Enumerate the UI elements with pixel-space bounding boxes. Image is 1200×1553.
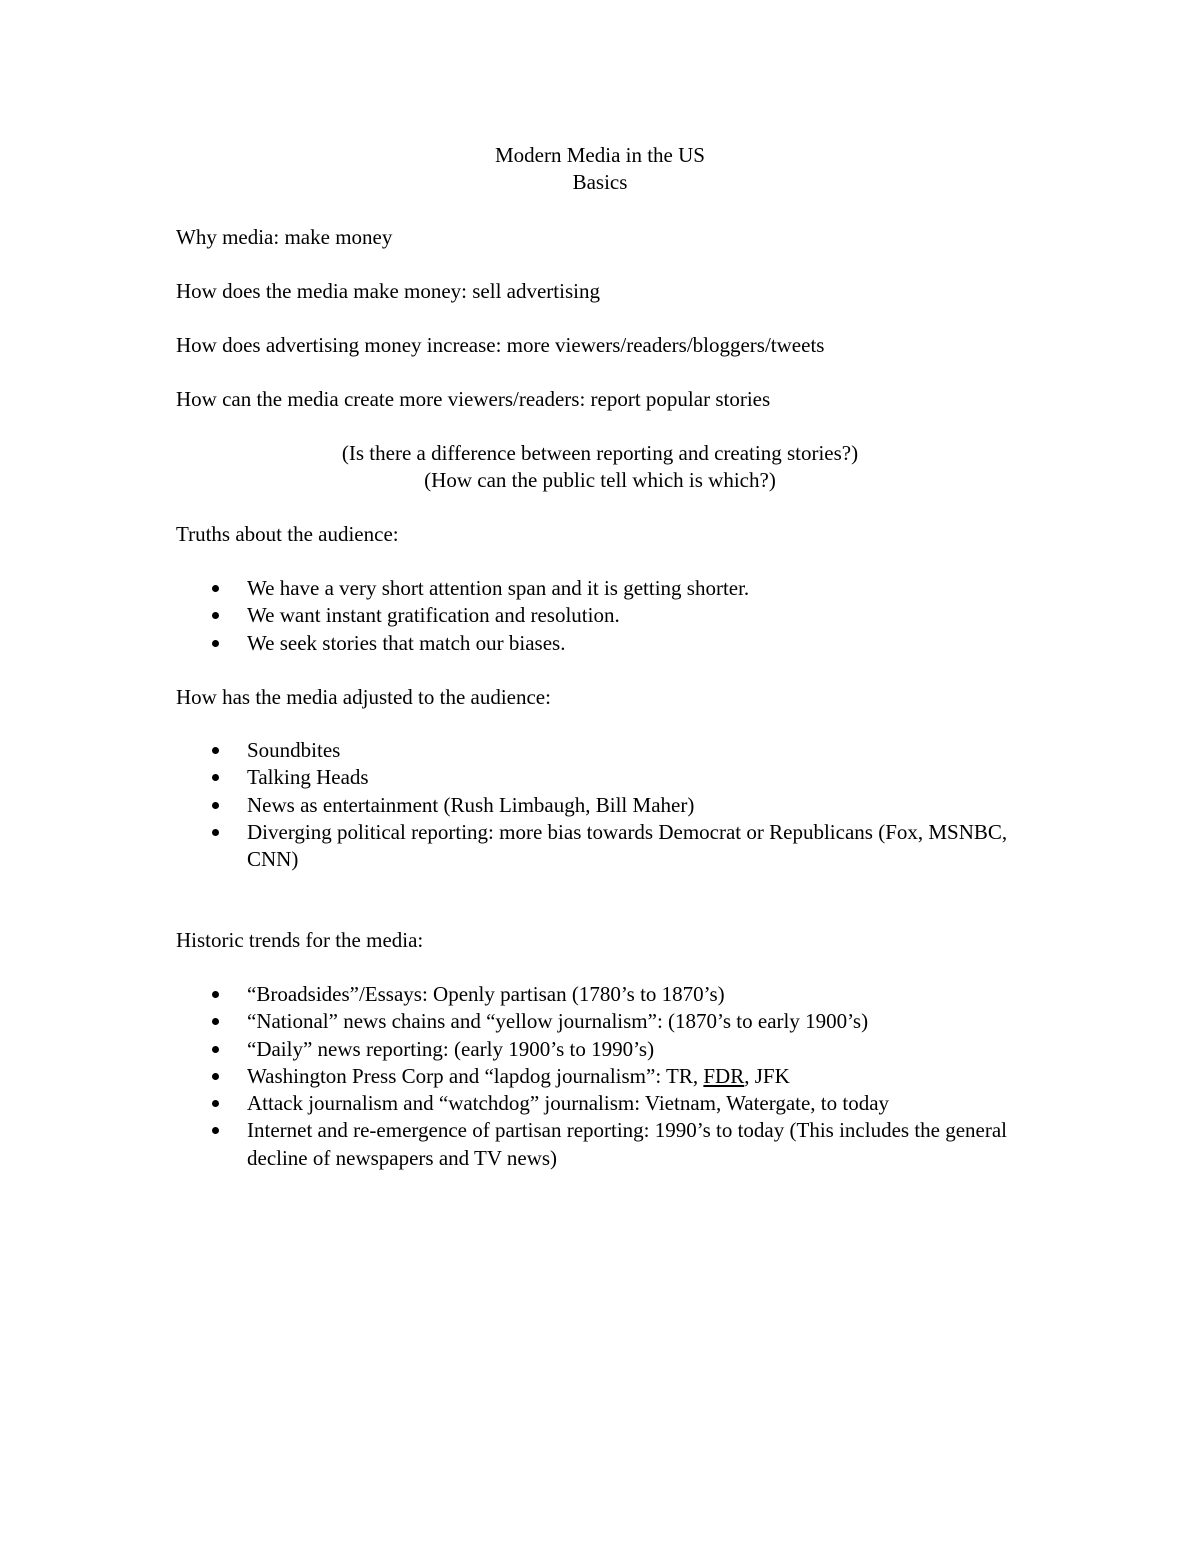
list-item (176, 1008, 1036, 1035)
list-item-text: Diverging political reporting: more bias towards Democrat or Republicans (Fox, MSNBC, CNN) (247, 819, 1008, 872)
list-item-text: Talking Heads (247, 765, 369, 790)
list-item (176, 1063, 1036, 1090)
bullet-icon (212, 1018, 219, 1025)
bullet-icon (212, 991, 219, 998)
bullet-icon (212, 1046, 219, 1053)
list-item-text (247, 1064, 790, 1088)
bullet-icon (212, 612, 219, 619)
page-subtitle: Basics (572, 170, 628, 195)
fdr-underlined: FDR (703, 1063, 745, 1088)
list-item (176, 792, 1036, 819)
bullet-icon (212, 747, 219, 754)
question-line: (Is there a difference between reporting and creating stories?) (341, 441, 859, 465)
list-item (176, 1090, 1036, 1117)
list-item (176, 737, 1036, 764)
list-item (176, 1036, 1036, 1063)
bullet-icon (212, 829, 219, 836)
page-title: Modern Media in the US (495, 143, 705, 167)
list-item-text: Internet and re-emergence of partisan reporting: 1990’s to today (This includes the general decline of newspapers and TV news) (247, 1118, 1008, 1170)
advertising-money-line: How does advertising money increase: more viewers/readers/bloggers/tweets (176, 333, 825, 357)
list-item-text: News as entertainment (Rush Limbaugh, Bill Maher) (247, 792, 695, 817)
title-block (0, 142, 1200, 197)
make-money-line: How does the media make money: sell advertising (176, 279, 600, 303)
list-item-text-part: , JFK (744, 1063, 790, 1088)
list-item-text: “Broadsides”/Essays: Openly partisan (1780’s to 1870’s) (247, 982, 725, 1006)
list-item-text: “National” news chains and “yellow journalism”: (1870’s to early 1900’s) (247, 1009, 869, 1034)
list-item (176, 819, 1036, 874)
list-item-text: “Daily” news reporting: (early 1900’s to 1990’s) (247, 1036, 655, 1061)
truths-list (176, 575, 1036, 657)
bullet-icon (212, 802, 219, 809)
list-item (176, 575, 1036, 602)
list-item (176, 764, 1036, 791)
bullet-icon (212, 640, 219, 647)
bullet-icon (212, 1127, 219, 1134)
bullet-icon (212, 585, 219, 592)
list-item-text: Attack journalism and “watchdog” journalism: Vietnam, Watergate, to today (247, 1091, 890, 1116)
why-media-line: Why media: make money (176, 225, 393, 249)
bullet-icon (212, 1100, 219, 1107)
list-item-text-part: Washington Press Corp and “lapdog journalism”: TR, (247, 1063, 704, 1088)
list-item-text: We want instant gratification and resolution. (247, 603, 620, 628)
list-item-text: We seek stories that match our biases. (247, 630, 566, 655)
list-item (176, 630, 1036, 657)
bullet-icon (212, 1073, 219, 1080)
list-item-text: We have a very short attention span and it is getting shorter. (247, 576, 750, 600)
historic-heading: Historic trends for the media: (176, 928, 424, 952)
questions-block (0, 440, 1200, 495)
truths-heading: Truths about the audience: (176, 522, 399, 546)
adjusted-heading: How has the media adjusted to the audience: (176, 685, 551, 709)
question-line: (How can the public tell which is which?) (424, 468, 776, 493)
list-item (176, 1117, 1036, 1172)
historic-list (176, 981, 1036, 1172)
list-item-text: Soundbites (247, 738, 341, 762)
list-item (176, 981, 1036, 1008)
more-viewers-line: How can the media create more viewers/readers: report popular stories (176, 387, 771, 411)
adjusted-list (176, 737, 1036, 873)
list-item (176, 602, 1036, 629)
bullet-icon (212, 774, 219, 781)
